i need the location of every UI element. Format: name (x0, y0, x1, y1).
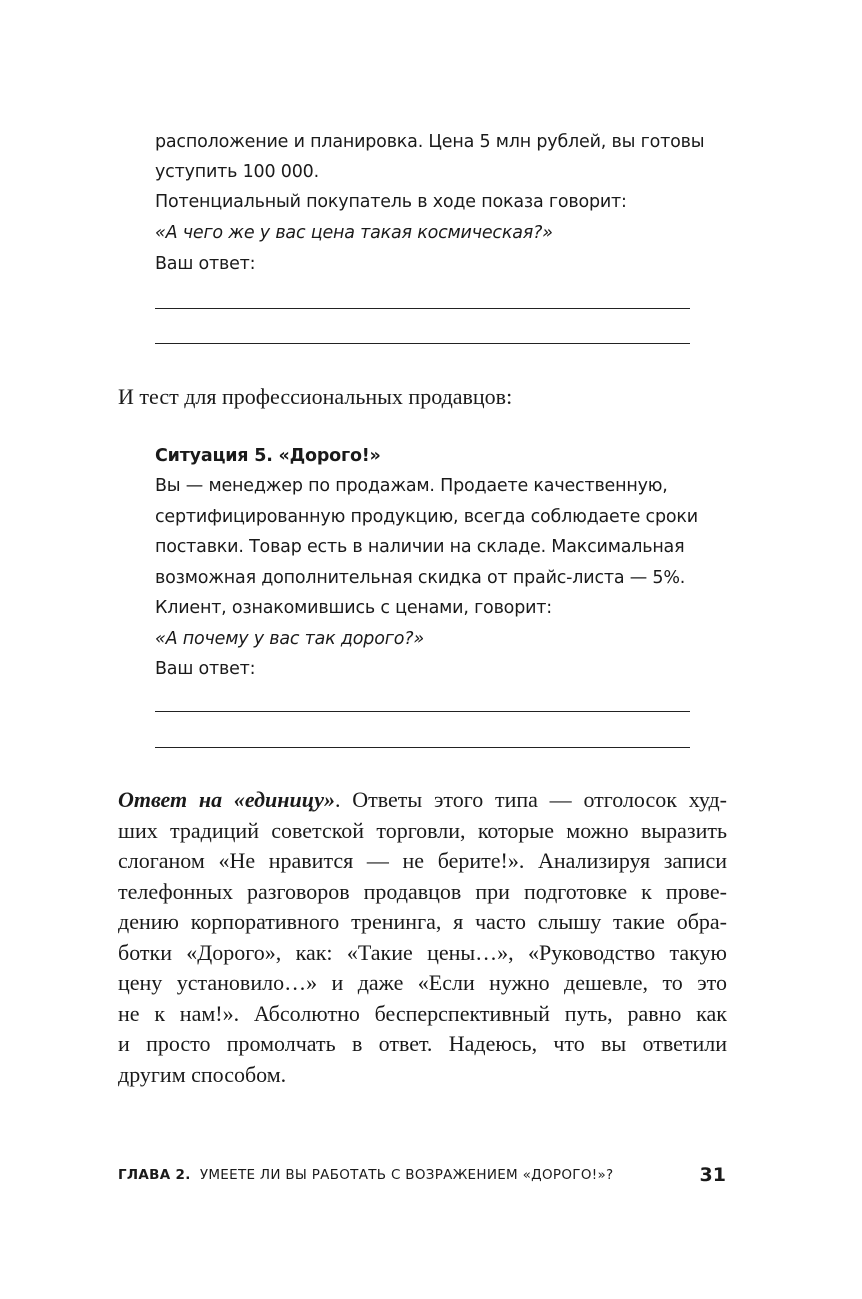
text-line: ботки «Дорого», как: «Такие цены…», «Руководство такую (118, 940, 727, 965)
answer-label: Ваш ответ: (155, 254, 256, 274)
text-line: расположение и планировка. Цена 5 млн рублей, вы готовы (155, 132, 705, 152)
text-line: уступить 100 000. (155, 162, 319, 182)
text-line: возможная дополнительная скидка от прайс-листа — 5%. (155, 568, 686, 588)
answer-line (155, 711, 690, 712)
chapter-title: УМЕЕТЕ ЛИ ВЫ РАБОТАТЬ С ВОЗРАЖЕНИЕМ «ДОРОГО!»? (199, 1167, 614, 1183)
text-line: слоганом «Не нравится — не берите!». Анализируя записи (118, 848, 727, 873)
answer-line (155, 308, 690, 309)
text-line: ших традиций советской торговли, которые можно выразить (118, 818, 727, 843)
answer-lead: Ответ на «единицу» (118, 787, 335, 812)
text-line: другим способом. (118, 1062, 287, 1087)
text-line: Потенциальный покупатель в ходе показа говорит: (155, 192, 627, 212)
text-line: Ответ на «единицу». Ответы этого типа — отголосок худ- (118, 787, 728, 812)
chapter-number: ГЛАВА 2. (118, 1167, 191, 1183)
answer-label: Ваш ответ: (155, 659, 256, 679)
customer-quote: «А почему у вас так дорого?» (155, 629, 424, 649)
text-line: телефонных разговоров продавцов при подготовке к прове- (118, 879, 727, 904)
text-line: не к нам!». Абсолютно бесперспективный путь, равно как (118, 1001, 727, 1026)
intro-text: И тест для профессиональных продавцов: (118, 384, 513, 409)
page-number: 31 (699, 1164, 726, 1186)
text-line: поставки. Товар есть в наличии на складе. Максимальная (155, 537, 685, 557)
text-line: Клиент, ознакомившись с ценами, говорит: (155, 598, 552, 618)
text-line: дению корпоративного тренинга, я часто слышу такие обра- (118, 909, 727, 934)
customer-quote: «А чего же у вас цена такая космическая?» (155, 223, 553, 243)
answer-line (155, 343, 690, 344)
answer-line (155, 747, 690, 748)
text-line: цену установило…» и даже «Если нужно дешевле, то это (118, 970, 727, 995)
text-line: сертифицированную продукцию, всегда соблюдаете сроки (155, 507, 698, 527)
situation-heading: Ситуация 5. «Дорого!» (155, 446, 381, 466)
text-line: Вы — менеджер по продажам. Продаете качественную, (155, 476, 668, 496)
running-footer (118, 1167, 613, 1183)
text-line: и просто промолчать в ответ. Надеюсь, что вы ответили (118, 1031, 727, 1056)
